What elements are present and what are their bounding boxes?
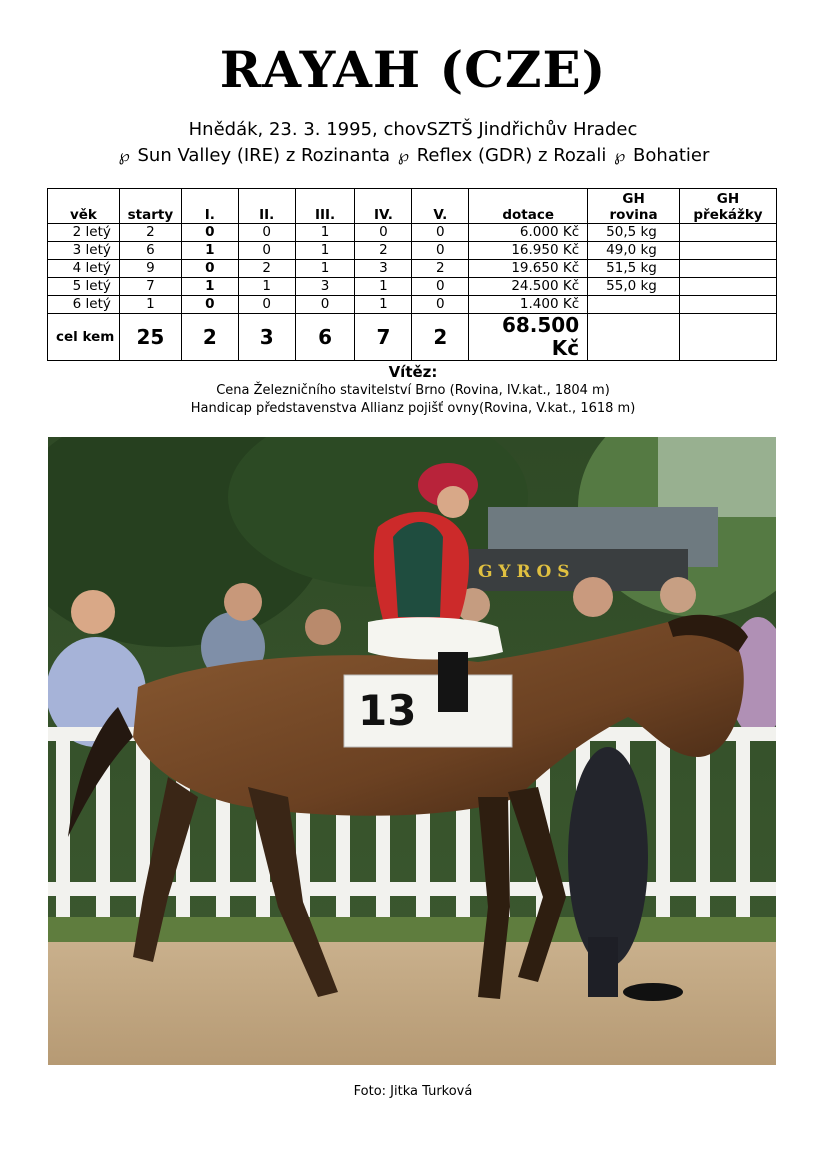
header-gh-flat-line1: GH [622,191,645,207]
cell-gh-hurdle [680,242,777,260]
gyros-sign-text: G Y R O S [478,562,570,582]
table-row [48,278,777,296]
cell-gh-flat: 55,0 kg [588,278,680,296]
winner-heading: Vítěz: [388,363,438,381]
total-starts: 25 [119,314,181,361]
cell-third: 0 [295,296,355,314]
cell-gh-hurdle [680,296,777,314]
cell-fifth: 0 [412,224,469,242]
cell-money: 1.400 Kč [469,296,588,314]
cell-fourth: 1 [355,278,412,296]
total-second: 3 [238,314,295,361]
header-age: věk [48,189,120,224]
cell-first: 1 [181,242,238,260]
cell-fifth: 0 [412,242,469,260]
total-fifth: 2 [412,314,469,361]
header-gh-hurdle-line2: překážky [693,207,763,223]
header-fourth: IV. [355,189,412,224]
total-label: cel kem [48,314,120,361]
cell-gh-hurdle [680,260,777,278]
cell-third: 1 [295,260,355,278]
cell-gh-flat: 51,5 kg [588,260,680,278]
header-fifth: V. [412,189,469,224]
cell-age: 5 letý [48,278,120,296]
cell-fourth: 1 [355,296,412,314]
cell-age: 3 letý [48,242,120,260]
total-first: 2 [181,314,238,361]
header-third: III. [295,189,355,224]
cell-second: 0 [238,224,295,242]
cell-money: 19.650 Kč [469,260,588,278]
cell-age: 4 letý [48,260,120,278]
cell-starts: 6 [119,242,181,260]
cell-third: 1 [295,224,355,242]
damsire-symbol: ℘ [397,146,409,165]
cell-second: 1 [238,278,295,296]
horse-info-line: Hnědák, 23. 3. 1995, chovSZTŠ Jindřichův Hradec [188,119,638,140]
table-row [48,260,777,278]
cell-money: 16.950 Kč [469,242,588,260]
total-money: 68.500 Kč [469,314,588,361]
cell-first: 0 [181,224,238,242]
header-starts: starty [119,189,181,224]
cell-first: 0 [181,296,238,314]
cell-fourth: 0 [355,224,412,242]
cell-starts: 2 [119,224,181,242]
winning-race: Handicap představenstva Allianz pojišť ovny(Rovina, V.kat., 1618 m) [190,401,636,416]
cell-age: 2 letý [48,224,120,242]
total-gh-hurdle [680,314,777,361]
pedigree-line [0,145,826,166]
horse-name-title: RAYAH (CZE) [219,40,607,99]
cell-fifth: 2 [412,260,469,278]
table-total-row [48,314,777,361]
photo-credit: Foto: Jitka Turková [353,1084,473,1099]
saddle-cloth [344,675,512,747]
sire-symbol: ℘ [118,146,130,165]
granddam: z Rozali [538,145,607,166]
grandsire-symbol: ℘ [614,146,626,165]
cell-gh-hurdle [680,278,777,296]
table-row [48,242,777,260]
grandsire: Bohatier [633,145,710,166]
table-row [48,224,777,242]
cell-second: 2 [238,260,295,278]
damsire: Reflex (GDR) [416,145,533,166]
cell-gh-flat [588,296,680,314]
total-gh-flat [588,314,680,361]
career-stats-table [47,188,777,361]
saddle-number: 13 [358,686,417,735]
cell-starts: 7 [119,278,181,296]
header-gh-hurdle-line1: GH [716,191,740,207]
cell-third: 1 [295,242,355,260]
dam: z Rozinanta [285,145,391,166]
cell-fifth: 0 [412,296,469,314]
cell-gh-flat: 50,5 kg [588,224,680,242]
cell-second: 0 [238,296,295,314]
cell-starts: 9 [119,260,181,278]
header-second: II. [238,189,295,224]
header-gh-flat-line2: rovina [609,207,658,223]
cell-starts: 1 [119,296,181,314]
winning-race: Cena Železničního stavitelství Brno (Rovina, IV.kat., 1804 m) [216,383,610,398]
header-gh-hurdle [680,189,777,224]
cell-gh-flat: 49,0 kg [588,242,680,260]
table-header-row [48,189,777,224]
table-row [48,296,777,314]
cell-gh-hurdle [680,224,777,242]
cell-first: 0 [181,260,238,278]
sire: Sun Valley (IRE) [137,145,281,166]
cell-second: 0 [238,242,295,260]
header-first: I. [181,189,238,224]
cell-money: 6.000 Kč [469,224,588,242]
cell-first: 1 [181,278,238,296]
cell-fourth: 3 [355,260,412,278]
total-fourth: 7 [355,314,412,361]
header-gh-flat [588,189,680,224]
cell-third: 3 [295,278,355,296]
cell-fourth: 2 [355,242,412,260]
cell-age: 6 letý [48,296,120,314]
total-third: 6 [295,314,355,361]
cell-money: 24.500 Kč [469,278,588,296]
header-money: dotace [469,189,588,224]
cell-fifth: 0 [412,278,469,296]
horse-photo [48,437,776,1065]
